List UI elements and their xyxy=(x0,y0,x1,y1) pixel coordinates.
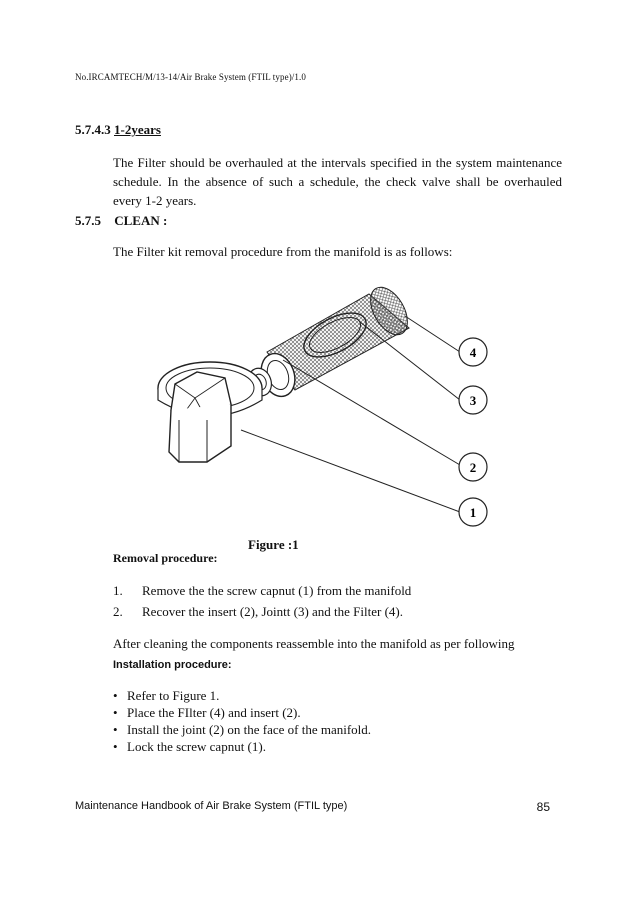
removal-heading: Removal procedure: xyxy=(113,551,218,565)
callout-label: 3 xyxy=(469,393,477,408)
section-title: CLEAN : xyxy=(114,213,168,228)
list-item: • Lock the screw capnut (1). xyxy=(113,738,371,755)
section-number: 5.7.4.3 xyxy=(75,122,111,137)
document-id: No.IRCAMTECH/M/13-14/Air Brake System (FTIL type)/1.0 xyxy=(75,72,306,82)
section-575-intro: The Filter kit removal procedure from the manifold is as follows: xyxy=(113,244,453,259)
list-item: • Install the joint (2) on the face of the manifold. xyxy=(113,721,371,738)
list-item: 1. Remove the the screw capnut (1) from the manifold xyxy=(113,583,412,598)
list-item: • Refer to Figure 1. xyxy=(113,687,371,704)
callout-label: 1 xyxy=(469,505,477,520)
page-footer xyxy=(75,800,550,812)
screw-capnut xyxy=(158,362,262,462)
page-number: 85 xyxy=(536,800,550,814)
callout-4 xyxy=(459,338,487,366)
section-5743-heading xyxy=(75,122,161,138)
reassemble-text: After cleaning the components reassemble into the manifold as per following xyxy=(113,636,515,651)
section-575-heading xyxy=(75,213,167,229)
footer-title: Maintenance Handbook of Air Brake System (FTIL type) xyxy=(75,800,348,812)
callout-3 xyxy=(459,386,487,414)
callout-1 xyxy=(459,498,487,526)
removal-steps xyxy=(113,580,411,622)
callout-2 xyxy=(459,453,487,481)
callout-label: 2 xyxy=(469,460,477,475)
section-5743-body: The Filter should be overhauled at the intervals specified in the system maintenance schedule. In the absence of such a schedule, the check valve shall be overhauled every 1-2 years. xyxy=(113,155,562,208)
list-item: • Place the FIlter (4) and insert (2). xyxy=(113,704,371,721)
section-number: 5.7.5 xyxy=(75,213,101,228)
installation-heading: Installation procedure: xyxy=(113,659,232,671)
list-item: 2. Recover the insert (2), Jointt (3) and the Filter (4). xyxy=(113,604,404,619)
section-title: 1-2years xyxy=(114,122,161,137)
callout-label: 4 xyxy=(469,345,477,360)
filter-kit-figure xyxy=(155,280,505,535)
figure-caption: Figure :1 xyxy=(248,537,299,552)
installation-steps xyxy=(113,687,371,755)
